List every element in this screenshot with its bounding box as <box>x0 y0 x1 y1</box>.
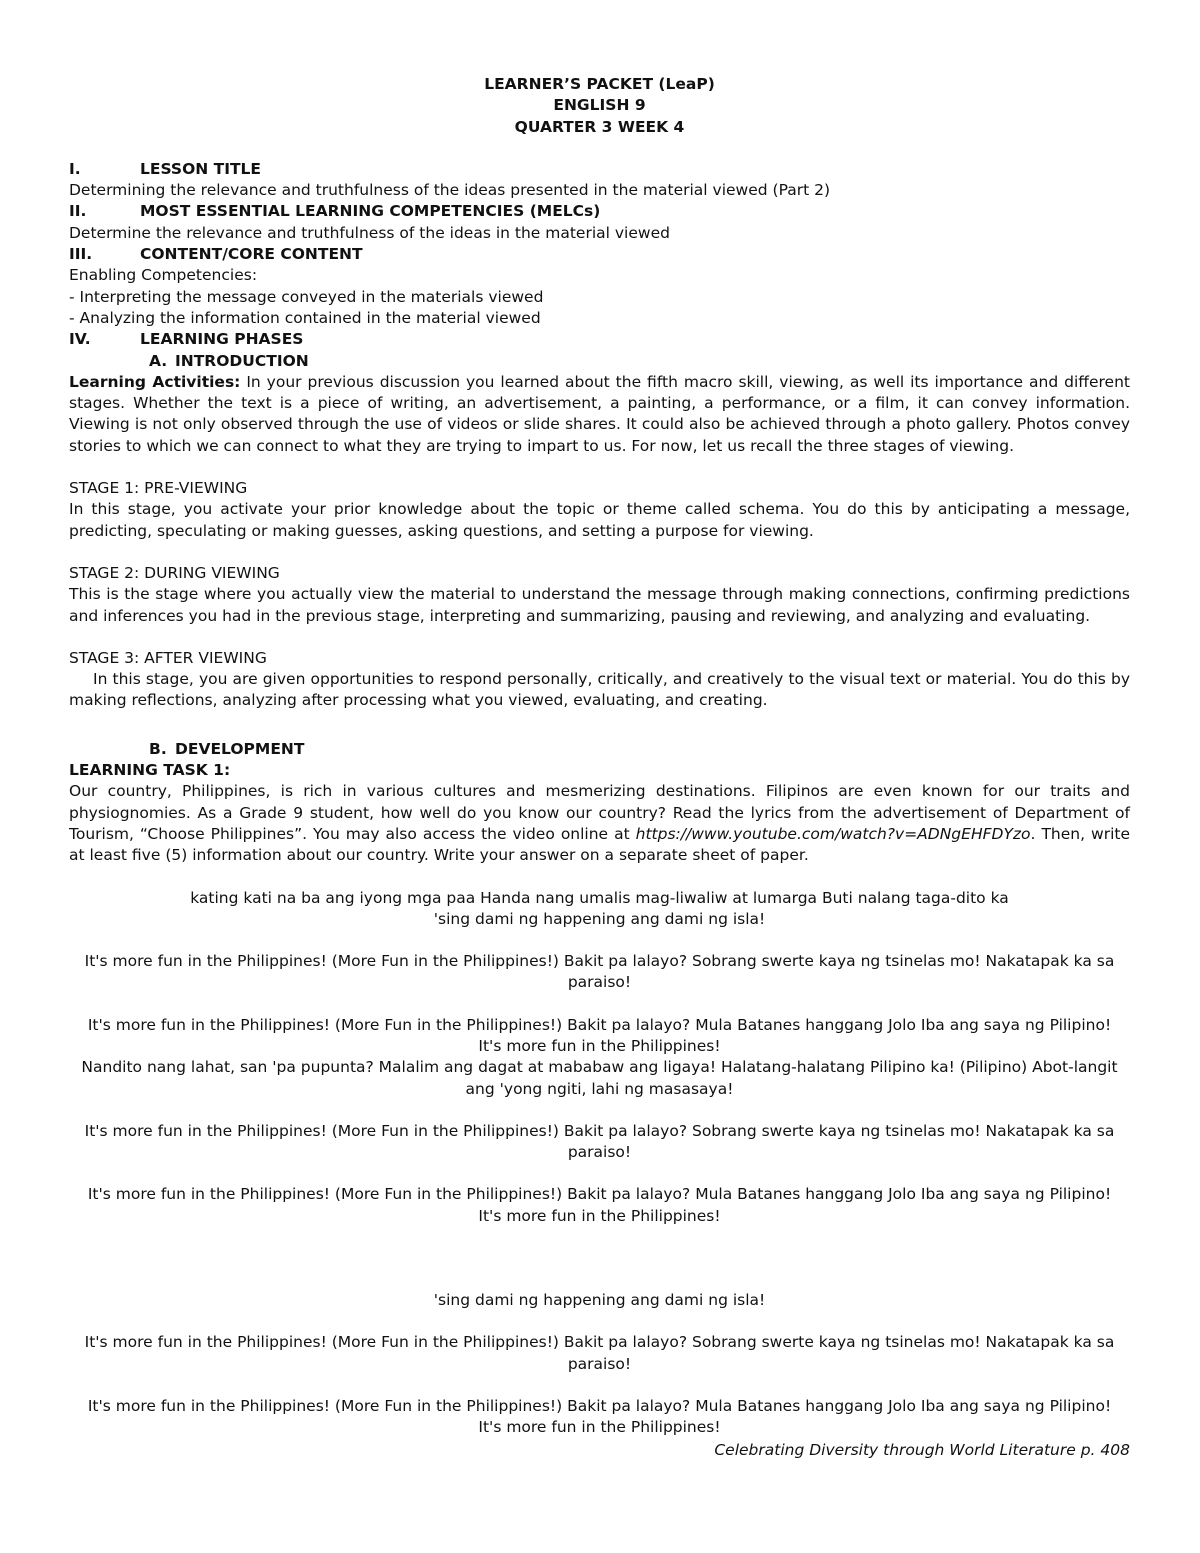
stage2-title: STAGE 2: DURING VIEWING <box>69 563 280 582</box>
lyric-line: It's more fun in the Philippines! (More Fun in the Philippines!) Bakit pa lalayo? Sobrang swerte kaya ng tsinelas mo! Nakatapak ka sa paraiso! <box>84 1121 1115 1162</box>
lyric-line: It's more fun in the Philippines! <box>478 1036 721 1055</box>
section-heading-text: LEARNING PHASES <box>140 330 304 349</box>
lesson-title-text: Determining the relevance and truthfulness of the ideas presented in the material viewed (Part 2) <box>69 181 831 200</box>
lyric-line: It's more fun in the Philippines! (More Fun in the Philippines!) Bakit pa lalayo? Mula Batanes hanggang Jolo Iba ang saya ng Pilipino! <box>87 1185 1112 1204</box>
subsection-letter: A. <box>149 351 168 370</box>
document-page <box>69 74 1130 1439</box>
lyrics-block <box>69 888 1130 1439</box>
lyric-line: It's more fun in the Philippines! (More Fun in the Philippines!) Bakit pa lalayo? Mula Batanes hanggang Jolo Iba ang saya ng Pilipino! <box>87 1396 1112 1415</box>
learning-activities-paragraph <box>69 372 1130 457</box>
section-number: II. <box>69 202 87 221</box>
subsection-development-heading <box>69 739 1130 760</box>
section-number: III. <box>69 245 93 264</box>
section-learning-phases-heading <box>69 329 1130 350</box>
stage1-body: In this stage, you activate your prior knowledge about the topic or theme called schema. You do this by anticipating a message, predicting, speculating or making guesses, asking questions, and setting a purpose for viewing. <box>69 500 1130 540</box>
competency-item: - Interpreting the message conveyed in the materials viewed <box>69 287 544 306</box>
subsection-introduction-heading <box>69 351 1130 372</box>
section-number: I. <box>69 159 81 178</box>
section-melcs-heading <box>69 201 1130 222</box>
stage2-body: This is the stage where you actually view the material to understand the message through making connections, confirming predictions and inferences you had in the previous stage, interpreting and summarizing, pausing and reviewing, and analyzing and evaluating. <box>69 585 1130 625</box>
learning-activities-body: In your previous discussion you learned about the fifth macro skill, viewing, as well its importance and different stages. Whether the text is a piece of writing, an advertisement, a painting, a performance, or a film, it can convey information. Viewing is not only observed through the use of videos or slide shares. It could also be achieved through a photo gallery. Photos convey stories to which we can connect to what they are trying to impart to us. For now, let us recall the three stages of viewing. <box>69 372 1130 455</box>
section-content-heading <box>69 244 1130 265</box>
lyric-line: It's more fun in the Philippines! (More Fun in the Philippines!) Bakit pa lalayo? Mula Batanes hanggang Jolo Iba ang saya ng Pilipino! <box>87 1015 1112 1034</box>
learning-task-1-label: LEARNING TASK 1: <box>69 761 231 780</box>
subsection-letter: B. <box>149 739 167 758</box>
lyric-line: It's more fun in the Philippines! (More Fun in the Philippines!) Bakit pa lalayo? Sobrang swerte kaya ng tsinelas mo! Nakatapak ka sa paraiso! <box>84 952 1115 992</box>
stage3-body: In this stage, you are given opportunities to respond personally, critically, and creatively to the visual text or material. You do this by making reflections, analyzing after processing what you viewed, evaluating, and creating. <box>69 670 1130 710</box>
learning-task-1-paragraph <box>69 781 1130 866</box>
section-heading-text: LESSON TITLE <box>140 159 262 178</box>
section-heading-text: MOST ESSENTIAL LEARNING COMPETENCIES (MELCs) <box>140 202 601 221</box>
section-heading-text: CONTENT/CORE CONTENT <box>140 245 363 264</box>
section-lesson-title-heading <box>69 159 1130 180</box>
lyric-line: Nandito nang lahat, san 'pa pupunta? Malalim ang dagat at mababaw ang ligaya! Halatang-halatang Pilipino ka! (Pilipino) Abot-langit ang 'yong ngiti, lahi ng masasaya! <box>81 1058 1118 1098</box>
lyric-line: It's more fun in the Philippines! (More Fun in the Philippines!) Bakit pa lalayo? Sobrang swerte kaya ng tsinelas mo! Nakatapak ka sa paraiso! <box>84 1333 1115 1373</box>
quarter-week-title: QUARTER 3 WEEK 4 <box>514 117 685 136</box>
packet-title: LEARNER’S PACKET (LeaP) <box>484 75 715 93</box>
competency-item: - Analyzing the information contained in the material viewed <box>69 308 541 327</box>
youtube-link[interactable]: https://www.youtube.com/watch?v=ADNgEHFDYzo <box>635 824 1031 843</box>
section-number: IV. <box>69 330 91 349</box>
task-body-part2: . Then, write at least five (5) information about our country. Write your answer on a separate sheet of paper. <box>69 824 1130 865</box>
melcs-text: Determine the relevance and truthfulness of the ideas in the material viewed <box>69 223 670 242</box>
lyric-line: It's more fun in the Philippines! <box>478 1206 721 1225</box>
subsection-heading-text: INTRODUCTION <box>175 351 309 370</box>
subject-title: ENGLISH 9 <box>553 96 646 115</box>
subsection-heading-text: DEVELOPMENT <box>175 739 305 758</box>
enabling-competencies-label: Enabling Competencies: <box>69 266 258 285</box>
lyric-line: kating kati na ba ang iyong mga paa Handa nang umalis mag-liwaliw at lumarga Buti nalang taga-dito ka <box>190 888 1009 907</box>
stage1-title: STAGE 1: PRE-VIEWING <box>69 479 248 498</box>
stage3-title: STAGE 3: AFTER VIEWING <box>69 648 267 667</box>
lyric-line: It's more fun in the Philippines! <box>478 1418 721 1437</box>
source-citation: Celebrating Diversity through World Literature p. 408 <box>714 1441 1130 1459</box>
learning-activities-label: Learning Activities: <box>69 372 241 391</box>
lyric-line: 'sing dami ng happening ang dami ng isla! <box>433 1291 766 1310</box>
lyric-line: 'sing dami ng happening ang dami ng isla! <box>433 909 766 928</box>
task-body-part1: Our country, Philippines, is rich in various cultures and mesmerizing destinations. Filipinos are even known for our traits and physiognomies. As a Grade 9 student, how well do you know our country? Read the lyrics from the advertisement of Department of Tourism, “Choose Philippines”. You may also access the video online at <box>69 782 1130 843</box>
